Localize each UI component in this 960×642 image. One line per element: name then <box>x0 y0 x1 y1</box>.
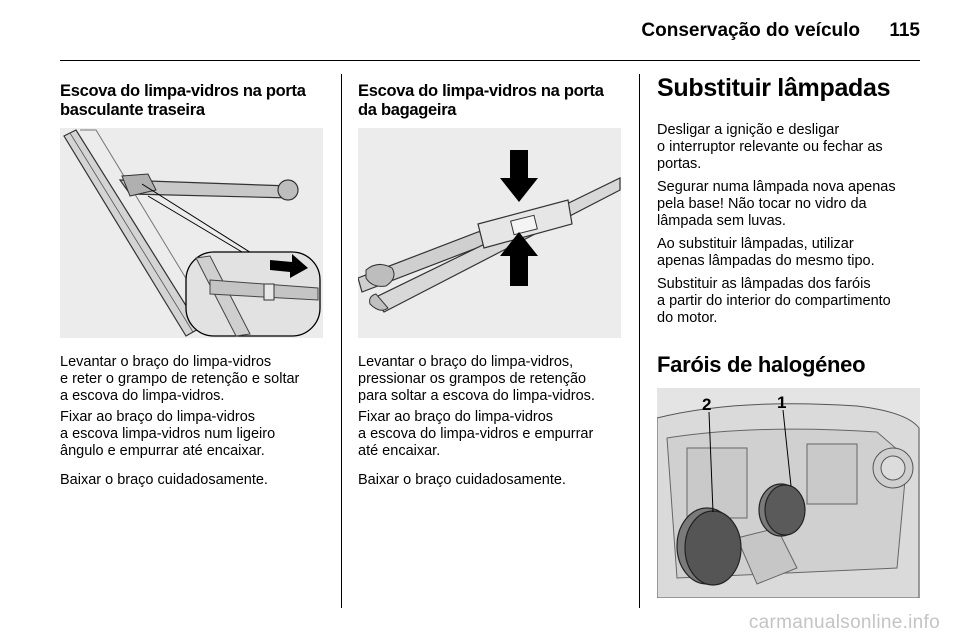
column-divider-2 <box>639 74 640 608</box>
col3-paragraph <box>657 236 927 270</box>
running-header-title: Conservação do veículo <box>641 20 860 41</box>
text-line: ângulo e empurrar até encaixar. <box>60 443 265 459</box>
text-line: a escova limpa-vidros num ligeiro <box>60 426 276 442</box>
text-line: a partir do interior do compartimento <box>657 293 891 309</box>
text-line: pressionar os grampos de retenção <box>358 371 587 387</box>
text-line: pela base! Não tocar no vidro da <box>657 196 867 212</box>
col1-paragraph <box>60 354 328 405</box>
col2-paragraph <box>358 354 626 405</box>
col1-paragraph <box>60 409 328 460</box>
col1-paragraph <box>60 472 328 489</box>
text-line: para soltar a escova do limpa-vidros. <box>358 388 595 404</box>
col2-heading-line: Escova do limpa-vidros na porta <box>358 82 604 100</box>
tailgate-wiper-illustration <box>60 128 323 338</box>
text-line: Segurar numa lâmpada nova apenas <box>657 179 896 195</box>
text-line: até encaixar. <box>358 443 441 459</box>
page-number: 115 <box>889 20 920 41</box>
text-line: Desligar a ignição e desligar <box>657 122 840 138</box>
text-line: Ao substituir lâmpadas, utilizar <box>657 236 854 252</box>
text-line: portas. <box>657 156 702 172</box>
col1-heading-line: basculante traseira <box>60 101 205 119</box>
text-line: Fixar ao braço do limpa-vidros <box>358 409 554 425</box>
text-line: o interruptor relevante ou fechar as <box>657 139 883 155</box>
col2-paragraph <box>358 472 626 489</box>
figure-label: 2 <box>702 395 712 414</box>
figure-halogen-headlight <box>657 388 920 598</box>
watermark: carmanualsonline.info <box>748 612 940 633</box>
halogen-headlight-illustration <box>657 388 920 598</box>
text-line: lâmpada sem luvas. <box>657 213 786 229</box>
text-line: Levantar o braço do limpa-vidros, <box>358 354 574 370</box>
section-heading-replace-bulbs: Substituir lâmpadas <box>657 74 891 102</box>
figure-tailgate-wiper <box>60 128 323 338</box>
figure-label: 1 <box>777 393 787 412</box>
col2-paragraph <box>358 409 626 460</box>
figure-trunk-wiper <box>358 128 621 338</box>
col1-heading-line: Escova do limpa-vidros na porta <box>60 82 306 100</box>
col3-paragraph <box>657 179 927 230</box>
section-heading-halogen-headlights: Faróis de halogéneo <box>657 352 866 377</box>
col3-paragraph <box>657 122 927 173</box>
text-line: Baixar o braço cuidadosamente. <box>60 472 268 488</box>
text-line: apenas lâmpadas do mesmo tipo. <box>657 253 875 269</box>
text-line: Fixar ao braço do limpa-vidros <box>60 409 256 425</box>
header-rule <box>60 60 920 61</box>
col2-heading-line: da bagageira <box>358 101 457 119</box>
col3-paragraph <box>657 276 927 327</box>
text-line: a escova do limpa-vidros. <box>60 388 225 404</box>
text-line: e reter o grampo de retenção e soltar <box>60 371 300 387</box>
col2-heading <box>358 82 626 120</box>
text-line: a escova do limpa-vidros e empurrar <box>358 426 594 442</box>
text-line: do motor. <box>657 310 718 326</box>
text-line: Baixar o braço cuidadosamente. <box>358 472 566 488</box>
col1-heading <box>60 82 328 120</box>
text-line: Substituir as lâmpadas dos faróis <box>657 276 871 292</box>
column-divider-1 <box>341 74 342 608</box>
text-line: Levantar o braço do limpa-vidros <box>60 354 272 370</box>
trunk-wiper-illustration <box>358 128 621 338</box>
